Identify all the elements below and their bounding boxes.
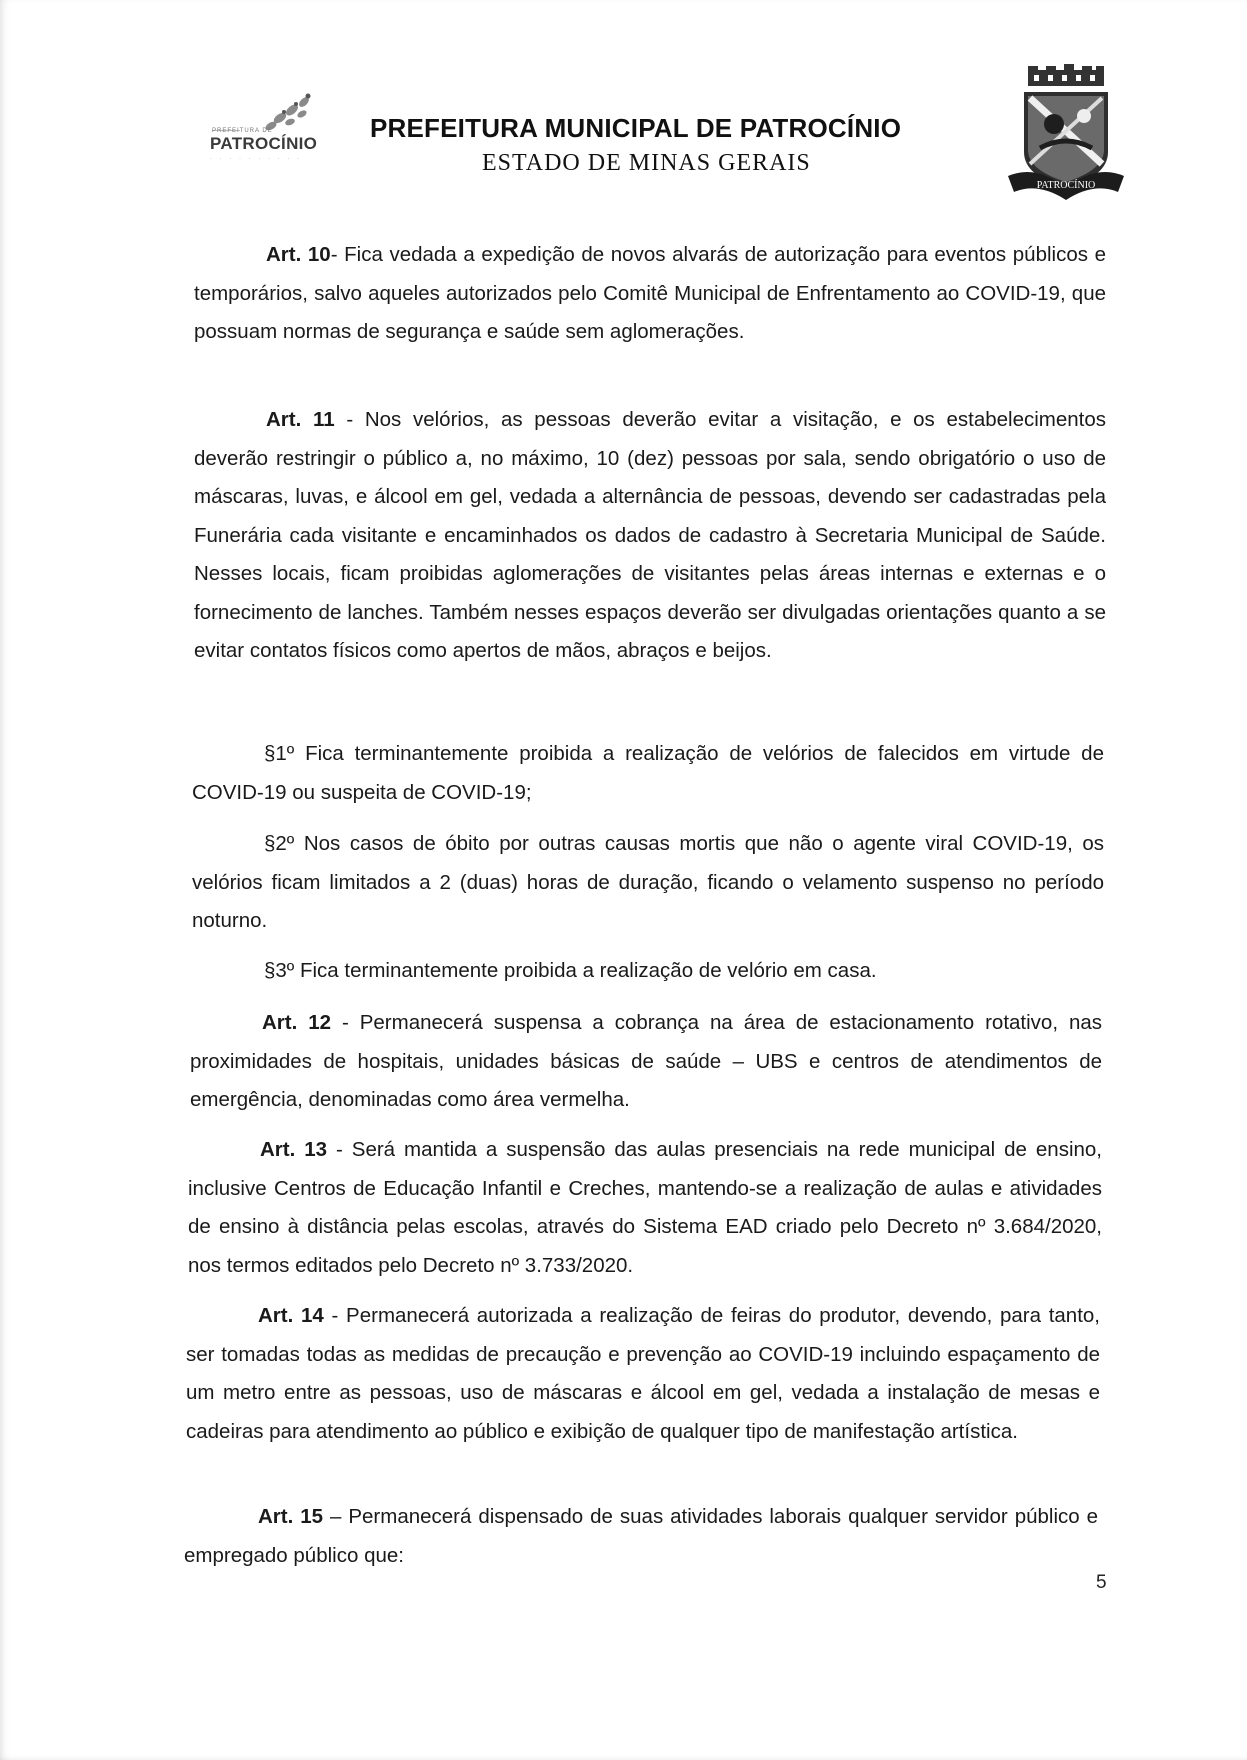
paragraph-section-2 — [192, 825, 1104, 941]
header-title: PREFEITURA MUNICIPAL DE PATROCÍNIO — [370, 113, 902, 143]
paragraph-art-15 — [184, 1498, 1098, 1575]
article-text: – Permanecerá dispensado de suas atividades laborais qualquer servidor público e empregado público que: — [184, 1505, 1098, 1567]
page-number: 5 — [1096, 1572, 1107, 1593]
article-text: - Fica vedada a expedição de novos alvarás de autorização para eventos públicos e temporários, salvo aqueles autorizados pelo Comitê Municipal de Enfrentamento ao COVID-19, que possuam normas de segurança e saúde sem aglomerações. — [194, 243, 1106, 343]
article-text: - Permanecerá autorizada a realização de feiras do produtor, devendo, para tanto, ser tomadas todas as medidas de precaução e prevenção ao COVID-19 incluindo espaçamento de um metro entre as pessoas, uso de máscaras e álcool em gel, vedada a instalação de mesas e cadeiras para atendimento ao público e exibição de qualquer tipo de manifestação artística. — [186, 1304, 1100, 1443]
crest-ribbon-text: PATROCÍNIO — [1036, 180, 1096, 191]
section-text: §2º Nos casos de óbito por outras causas mortis que não o agente viral COVID-19, os velórios ficam limitados a 2 (duas) horas de duração, ficando o velamento suspenso no período noturno. — [192, 832, 1104, 932]
article-label: Art. 13 — [260, 1138, 328, 1161]
logo-small-text: PREFEITURA DE — [212, 128, 273, 134]
paragraph-section-1 — [192, 735, 1104, 812]
article-text: - Permanecerá suspensa a cobrança na área de estacionamento rotativo, nas proximidades de hospitais, unidades básicas de saúde – UBS e centros de atendimentos de emergência, denominadas como área vermelha. — [190, 1011, 1102, 1111]
paragraph-art-13 — [188, 1131, 1102, 1285]
section-text: §1º Fica terminantemente proibida a realização de velórios de falecidos em virtude de COVID-19 ou suspeita de COVID-19; — [192, 742, 1104, 804]
section-text: §3º Fica terminantemente proibida a realização de velório em casa. — [264, 959, 877, 982]
article-text: - Será mantida a suspensão das aulas presenciais na rede municipal de ensino, inclusive Centros de Educação Infantil e Creches, mantendo-se a realização de aulas e atividades de ensino à distância pelas escolas, através do Sistema EAD criado pelo Decreto nº 3.684/2020, nos termos editados pelo Decreto nº 3.733/2020. — [188, 1138, 1102, 1277]
article-label: Art. 15 — [258, 1505, 324, 1528]
article-text: - Nos velórios, as pessoas deverão evitar a visitação, e os estabelecimentos deverão restringir o público a, no máximo, 10 (dez) pessoas por sala, sendo obrigatório o uso de máscaras, luvas, e álcool em gel, vedada a alternância de pessoas, devendo ser cadastradas pela Funerária cada visitante e encaminhados os dados de cadastro à Secretaria Municipal de Saúde. Nesses locais, ficam proibidas aglomerações de visitantes pelas áreas internas e externas e o fornecimento de lanches. Também nesses espaços deverão ser divulgadas orientações quanto a se evitar contatos físicos como apertos de mãos, abraços e beijos. — [194, 408, 1107, 662]
paragraph-art-14 — [186, 1297, 1100, 1451]
paragraph-art-10 — [194, 236, 1106, 352]
header-subtitle: ESTADO DE MINAS GERAIS — [482, 150, 811, 176]
article-label: Art. 12 — [262, 1011, 332, 1034]
paragraph-section-3 — [192, 952, 1104, 991]
paragraph-art-12 — [190, 1004, 1102, 1120]
article-label: Art. 11 — [266, 408, 335, 431]
logo-name: PATROCÍNIO — [210, 134, 318, 153]
paragraph-art-11 — [194, 401, 1106, 671]
article-label: Art. 14 — [258, 1304, 324, 1327]
article-label: Art. 10 — [266, 243, 331, 266]
logo-tagline: · · · · · · · · · · — [210, 156, 302, 162]
